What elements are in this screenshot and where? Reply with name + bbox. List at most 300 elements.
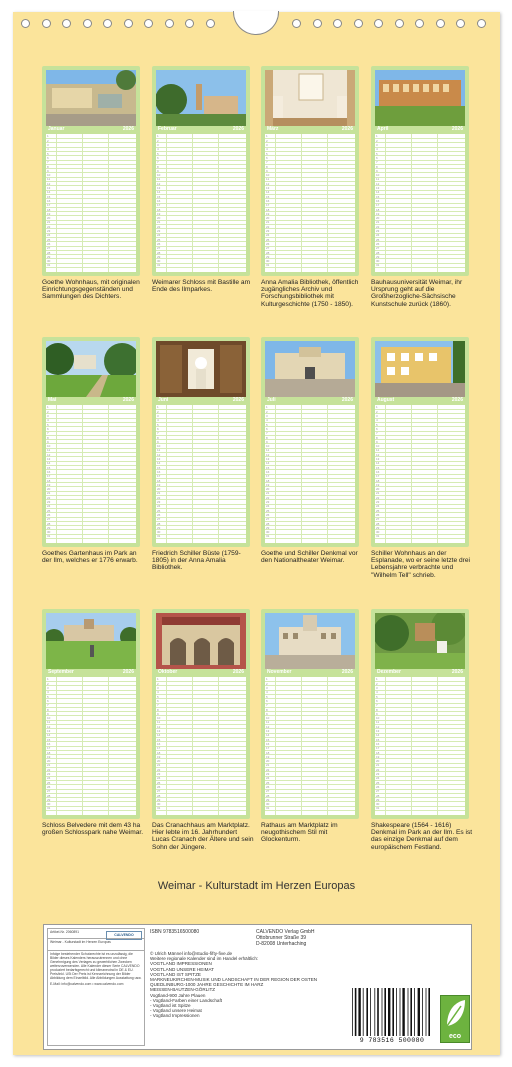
day-number: 24: [47, 504, 51, 509]
day-number: 19: [376, 754, 380, 759]
month-card: [371, 337, 469, 547]
day-row: [46, 254, 136, 255]
day-number: 16: [376, 741, 380, 746]
day-number: 10: [47, 716, 51, 721]
day-row: [265, 703, 355, 704]
day-row: [156, 474, 246, 475]
day-row: [46, 495, 136, 496]
month-caption: Schloss Belvedere mit dem 43 ha großen Schlosspark nahe Weimar.: [42, 822, 144, 837]
binding-hole: [292, 19, 301, 28]
day-number: 31: [157, 263, 161, 268]
barcode-bar: [396, 988, 397, 1036]
day-row: [375, 138, 465, 139]
day-row: [265, 715, 355, 716]
day-row: [156, 142, 246, 143]
note-line: MEISSEN-BAUTZEN-GÖRLITZ: [150, 987, 216, 993]
day-number: 11: [266, 720, 270, 725]
day-number: 5: [47, 694, 49, 699]
day-number: 26: [47, 512, 51, 517]
day-number: 25: [376, 508, 380, 513]
column-line: [56, 405, 57, 543]
day-number: 12: [47, 724, 51, 729]
day-row: [156, 771, 246, 772]
column-line: [192, 134, 193, 272]
day-number: 3: [47, 143, 49, 147]
day-row: [265, 767, 355, 768]
day-number: 27: [157, 246, 161, 251]
day-row: [156, 215, 246, 216]
day-row: [46, 203, 136, 204]
day-row: [156, 534, 246, 535]
day-row: [46, 465, 136, 466]
day-row: [265, 211, 355, 212]
day-row: [375, 211, 465, 212]
day-row: [265, 797, 355, 798]
day-row: [375, 215, 465, 216]
day-row: [265, 698, 355, 699]
day-number: 16: [376, 469, 380, 474]
day-row: [265, 784, 355, 785]
month-card: [261, 66, 359, 276]
month-header: [265, 126, 355, 133]
day-number: 6: [376, 426, 378, 431]
day-row: [156, 763, 246, 764]
day-number: 20: [266, 487, 270, 492]
day-row: [265, 203, 355, 204]
column-line: [327, 405, 328, 543]
day-row: [265, 746, 355, 747]
day-row: [46, 409, 136, 410]
day-number: 17: [376, 203, 380, 208]
day-number: 23: [157, 772, 161, 776]
day-row: [375, 160, 465, 161]
day-row: [265, 164, 355, 165]
day-row: [46, 267, 136, 268]
month-card: [152, 66, 250, 276]
day-number: 13: [157, 729, 161, 733]
barcode-bar: [408, 988, 409, 1036]
day-row: [46, 435, 136, 436]
day-row: [46, 728, 136, 729]
day-number: 28: [47, 793, 51, 798]
day-row: [156, 198, 246, 199]
month-caption: Goethes Gartenhaus im Park an der Ilm, welches er 1776 erwarb.: [42, 550, 138, 565]
month-year: 2026: [451, 397, 463, 403]
month-card: [152, 337, 250, 547]
day-row: [265, 491, 355, 492]
publisher-address: [256, 929, 315, 947]
day-row: [265, 220, 355, 221]
day-row: [156, 194, 246, 195]
day-number: 10: [157, 173, 161, 178]
day-row: [156, 233, 246, 234]
day-row: [265, 435, 355, 436]
day-number: 2: [266, 681, 268, 686]
day-row: [375, 409, 465, 410]
note-line: - Vogtland Impressionen: [150, 1013, 200, 1019]
month-header: [46, 126, 136, 133]
day-row: [156, 413, 246, 414]
day-number: 11: [157, 448, 161, 453]
day-row: [265, 707, 355, 708]
day-row: [156, 758, 246, 759]
day-row: [46, 486, 136, 487]
day-number: 23: [266, 772, 270, 776]
day-number: 24: [266, 504, 270, 509]
day-row: [46, 177, 136, 178]
binding-hole: [124, 19, 133, 28]
day-number: 31: [266, 806, 270, 811]
day-row: [156, 220, 246, 221]
day-number: 13: [266, 186, 270, 190]
day-row: [156, 418, 246, 419]
day-row: [265, 685, 355, 686]
day-row: [375, 228, 465, 229]
day-number: 12: [47, 452, 51, 457]
day-number: 23: [157, 229, 161, 233]
day-number: 27: [266, 246, 270, 251]
day-number: 8: [47, 164, 49, 169]
barcode-bar: [366, 988, 368, 1036]
day-row: [265, 155, 355, 156]
month-name: August: [377, 397, 395, 403]
day-number: 10: [266, 716, 270, 721]
day-number: 20: [376, 216, 380, 221]
barcode-bar: [426, 988, 427, 1036]
month-header: [265, 669, 355, 676]
barcode-bar: [382, 988, 383, 1036]
day-grid: [265, 134, 355, 272]
day-number: 28: [157, 793, 161, 798]
day-number: 13: [47, 729, 51, 733]
day-row: [46, 198, 136, 199]
day-row: [46, 789, 136, 790]
day-row: [265, 409, 355, 410]
day-row: [46, 181, 136, 182]
day-row: [46, 439, 136, 440]
day-number: 11: [157, 177, 161, 182]
day-number: 22: [266, 224, 270, 229]
day-number: 30: [157, 530, 161, 535]
note-line: VOGTLAND UNSERE HEIMAT: [150, 966, 214, 972]
day-row: [265, 177, 355, 178]
day-number: 15: [376, 465, 380, 470]
day-number: 16: [47, 198, 51, 203]
day-number: 2: [376, 409, 378, 414]
day-number: 28: [376, 250, 380, 255]
day-row: [265, 267, 355, 268]
day-row: [375, 771, 465, 772]
day-row: [156, 495, 246, 496]
month-photo: [46, 70, 136, 126]
column-line: [218, 405, 219, 543]
day-number: 3: [376, 686, 378, 690]
day-number: 26: [157, 241, 161, 246]
day-number: 26: [157, 784, 161, 789]
day-number: 27: [266, 517, 270, 522]
day-row: [46, 538, 136, 539]
day-grid: [265, 405, 355, 543]
day-number: 10: [376, 444, 380, 449]
day-row: [375, 767, 465, 768]
month-header: [46, 669, 136, 676]
day-number: 16: [157, 741, 161, 746]
day-number: 25: [157, 237, 161, 242]
day-number: 23: [266, 229, 270, 233]
day-number: 13: [376, 457, 380, 461]
barcode-bar: [428, 988, 430, 1036]
day-number: 9: [266, 168, 268, 173]
day-row: [375, 746, 465, 747]
short-title-cell: [48, 939, 144, 951]
day-row: [375, 431, 465, 432]
day-grid: [265, 677, 355, 815]
binding-hole: [354, 19, 363, 28]
day-number: 29: [376, 797, 380, 802]
day-row: [46, 138, 136, 139]
day-number: 6: [266, 426, 268, 431]
month-year: 2026: [341, 397, 353, 403]
month-year: 2026: [122, 126, 134, 132]
day-number: 12: [376, 452, 380, 457]
day-row: [46, 746, 136, 747]
day-row: [46, 763, 136, 764]
day-row: [375, 521, 465, 522]
column-line: [275, 134, 276, 272]
day-row: [156, 160, 246, 161]
column-line: [385, 134, 386, 272]
day-number: 22: [47, 495, 51, 500]
column-line: [411, 405, 412, 543]
day-row: [265, 439, 355, 440]
day-row: [46, 685, 136, 686]
day-row: [46, 258, 136, 259]
day-row: [375, 733, 465, 734]
day-number: 11: [376, 448, 380, 453]
day-row: [156, 486, 246, 487]
month-name: Dezember: [377, 669, 401, 675]
day-row: [375, 750, 465, 751]
day-row: [46, 190, 136, 191]
day-row: [265, 448, 355, 449]
note-line: MARKNEUKIRCHEN-MUSIK UND LANDSCHAFT IN DER REGION DER OSTEN: [150, 977, 318, 983]
day-number: 17: [266, 474, 270, 479]
month-header: [375, 397, 465, 404]
day-number: 21: [47, 220, 51, 225]
day-row: [156, 724, 246, 725]
day-number: 24: [47, 776, 51, 781]
day-row: [375, 685, 465, 686]
day-number: 6: [157, 698, 159, 703]
day-row: [375, 801, 465, 802]
day-number: 6: [376, 155, 378, 160]
day-number: 14: [157, 461, 161, 466]
day-row: [375, 512, 465, 513]
day-row: [265, 469, 355, 470]
day-number: 27: [157, 517, 161, 522]
day-row: [265, 758, 355, 759]
day-number: 6: [47, 155, 49, 160]
binding-hole: [42, 19, 51, 28]
day-row: [156, 703, 246, 704]
day-number: 8: [47, 435, 49, 440]
day-row: [156, 780, 246, 781]
day-number: 22: [266, 495, 270, 500]
month-caption: Anna Amalia Bibliothek, öffentlich zugängliches Archiv und Forschungsbibliothek mit Kulturgeschichte (1750 - 1850).: [261, 279, 359, 308]
barcode-bar: [358, 988, 360, 1036]
day-number: 16: [266, 469, 270, 474]
column-line: [108, 405, 109, 543]
day-number: 29: [266, 254, 270, 259]
day-row: [156, 737, 246, 738]
day-row: [265, 198, 355, 199]
day-row: [265, 237, 355, 238]
note-line: - Vogtland unsere Heimat: [150, 1008, 202, 1014]
binding-hole: [477, 19, 486, 28]
day-row: [156, 181, 246, 182]
day-number: 8: [266, 435, 268, 440]
day-number: 21: [157, 220, 161, 225]
column-line: [385, 405, 386, 543]
day-row: [265, 534, 355, 535]
day-row: [265, 250, 355, 251]
day-number: 7: [376, 431, 378, 436]
day-row: [265, 499, 355, 500]
day-row: [156, 237, 246, 238]
day-number: 4: [157, 147, 159, 152]
day-number: 1: [266, 134, 268, 139]
day-row: [156, 164, 246, 165]
month-card: [42, 609, 140, 819]
day-row: [375, 241, 465, 242]
month-year: 2026: [232, 126, 244, 132]
note-line: - Vogtland-Farben einer Landschaft: [150, 997, 223, 1003]
day-number: 19: [266, 211, 270, 216]
day-row: [46, 418, 136, 419]
barcode-number: 9 783516 500080: [359, 1037, 425, 1044]
day-row: [46, 147, 136, 148]
barcode-bar: [414, 988, 415, 1036]
day-row: [156, 439, 246, 440]
article-number: Artikel-Nr. 2060891: [50, 930, 80, 934]
column-line: [437, 405, 438, 543]
day-number: 20: [266, 216, 270, 221]
day-number: 19: [157, 482, 161, 487]
day-number: 25: [47, 780, 51, 785]
barcode-bar: [422, 988, 423, 1036]
day-row: [156, 517, 246, 518]
day-row: [375, 198, 465, 199]
day-row: [46, 448, 136, 449]
day-number: 4: [47, 418, 49, 423]
day-number: 16: [47, 741, 51, 746]
day-row: [265, 207, 355, 208]
month-caption: Goethe Wohnhaus, mit originalen Einrichtungsgegenständen und Sammlungen des Dichters.: [42, 279, 140, 301]
day-number: 10: [266, 444, 270, 449]
day-row: [375, 237, 465, 238]
notes-list: [150, 951, 350, 1019]
day-row: [375, 224, 465, 225]
day-number: 5: [376, 694, 378, 699]
day-grid: [375, 405, 465, 543]
day-row: [46, 698, 136, 699]
day-number: 8: [376, 707, 378, 712]
column-line: [192, 677, 193, 815]
day-row: [46, 810, 136, 811]
column-line: [218, 677, 219, 815]
day-row: [375, 780, 465, 781]
day-number: 20: [157, 487, 161, 492]
day-number: 7: [157, 703, 159, 708]
day-number: 22: [157, 495, 161, 500]
day-row: [46, 224, 136, 225]
day-number: 27: [376, 789, 380, 794]
day-row: [156, 715, 246, 716]
note-line: Vogtland-900 Jahre Plauen: [150, 992, 206, 998]
day-number: 8: [376, 435, 378, 440]
day-number: 27: [47, 789, 51, 794]
barcode-bar: [384, 988, 386, 1036]
day-number: 25: [266, 237, 270, 242]
day-number: 18: [266, 750, 270, 755]
binding-hole: [436, 19, 445, 28]
day-row: [265, 168, 355, 169]
month-photo: [265, 341, 355, 397]
day-number: 21: [266, 220, 270, 225]
day-grid: [375, 677, 465, 815]
day-row: [156, 207, 246, 208]
day-number: 2: [47, 681, 49, 686]
day-number: 30: [266, 530, 270, 535]
day-number: 2: [266, 138, 268, 143]
barcode-bar: [402, 988, 404, 1036]
month-caption: Goethe und Schiller Denkmal vor den Nationaltheater Weimar.: [261, 550, 358, 565]
day-number: 9: [47, 711, 49, 716]
day-row: [265, 810, 355, 811]
day-number: 9: [157, 711, 159, 716]
day-row: [156, 789, 246, 790]
day-row: [156, 258, 246, 259]
day-number: 21: [157, 491, 161, 496]
day-number: 10: [47, 173, 51, 178]
day-row: [375, 789, 465, 790]
day-number: 24: [47, 233, 51, 238]
day-number: 12: [266, 181, 270, 186]
day-row: [46, 474, 136, 475]
month-photo: [46, 341, 136, 397]
day-row: [265, 181, 355, 182]
day-row: [375, 435, 465, 436]
day-row: [375, 720, 465, 721]
day-grid: [46, 405, 136, 543]
barcode: [350, 985, 434, 1043]
day-number: 29: [47, 797, 51, 802]
day-number: 7: [266, 160, 268, 165]
month-year: 2026: [232, 669, 244, 675]
day-row: [156, 431, 246, 432]
day-number: 24: [376, 233, 380, 238]
binding-hole: [415, 19, 424, 28]
day-number: 17: [47, 474, 51, 479]
column-line: [437, 677, 438, 815]
day-row: [46, 413, 136, 414]
day-number: 11: [47, 720, 51, 725]
day-grid: [46, 677, 136, 815]
day-row: [265, 720, 355, 721]
day-row: [265, 754, 355, 755]
day-number: 19: [47, 754, 51, 759]
day-row: [156, 728, 246, 729]
